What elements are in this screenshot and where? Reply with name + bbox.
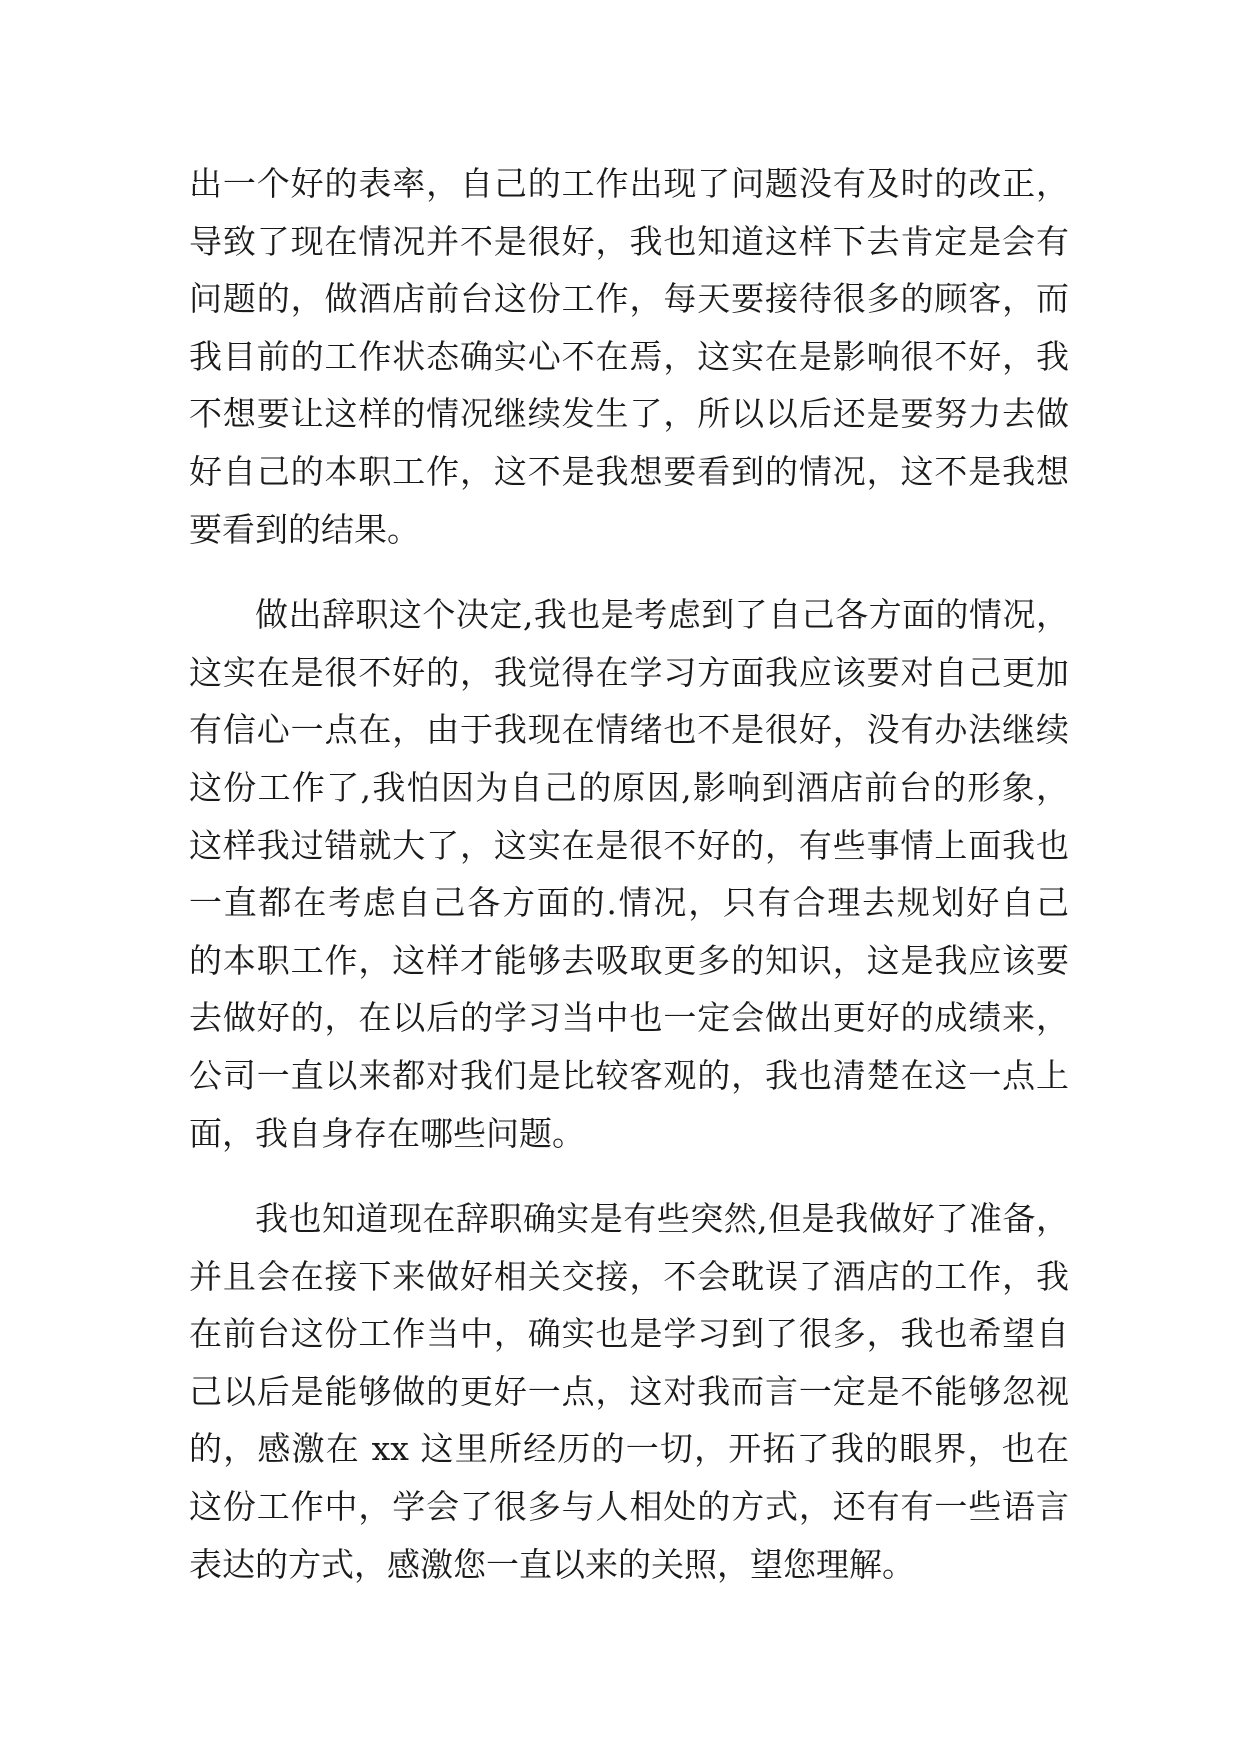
paragraph-spacing — [189, 558, 1069, 586]
text-line: 这份工作中，学会了很多与人相处的方式，还有有一些语言 — [189, 1487, 1069, 1527]
text-line: 去做好的，在以后的学习当中也一定会做出更好的成绩来， — [189, 998, 1069, 1038]
text-line: 问题的，做酒店前台这份工作，每天要接待很多的顾客，而 — [189, 279, 1069, 319]
text-line: 要看到的结果。 — [189, 509, 420, 549]
text-line: 的，感激在 xx 这里所经历的一切，开拓了我的眼界，也在 — [189, 1429, 1069, 1469]
text-line: 面，我自身存在哪些问题。 — [189, 1113, 585, 1153]
paragraph-1 — [189, 155, 1069, 558]
text-line: 好自己的本职工作，这不是我想要看到的情况，这不是我想 — [189, 451, 1069, 491]
text-line: 我也知道现在辞职确实是有些突然,但是我做好了准备， — [255, 1199, 1069, 1239]
paragraph-spacing — [189, 1162, 1069, 1190]
text-line: 做出辞职这个决定,我也是考虑到了自己各方面的情况， — [255, 595, 1069, 635]
text-line: 不想要让这样的情况继续发生了，所以以后还是要努力去做 — [189, 394, 1069, 434]
text-line: 表达的方式，感激您一直以来的关照，望您理解。 — [189, 1544, 915, 1584]
text-line: 出一个好的表率，自己的工作出现了问题没有及时的改正， — [189, 164, 1069, 203]
text-line: 这实在是很不好的，我觉得在学习方面我应该要对自己更加 — [189, 652, 1069, 692]
text-line: 的本职工作，这样才能够去吸取更多的知识，这是我应该要 — [189, 940, 1069, 980]
text-line: 在前台这份工作当中，确实也是学习到了很多，我也希望自 — [189, 1314, 1069, 1354]
document-body — [189, 155, 1069, 1593]
text-line: 这份工作了,我怕因为自己的原因,影响到酒店前台的形象， — [189, 767, 1069, 807]
text-line: 己以后是能够做的更好一点，这对我而言一定是不能够忽视 — [189, 1371, 1069, 1411]
text-line: 这样我过错就大了，这实在是很不好的，有些事情上面我也 — [189, 825, 1069, 865]
text-line: 有信心一点在，由于我现在情绪也不是很好，没有办法继续 — [189, 710, 1069, 750]
text-line: 公司一直以来都对我们是比较客观的，我也清楚在这一点上 — [189, 1055, 1069, 1095]
text-line: 导致了现在情况并不是很好，我也知道这样下去肯定是会有 — [189, 221, 1069, 261]
text-line: 我目前的工作状态确实心不在焉，这实在是影响很不好，我 — [189, 336, 1069, 376]
paragraph-2 — [189, 586, 1069, 1162]
paragraph-3 — [189, 1190, 1069, 1593]
text-line: 并且会在接下来做好相关交接，不会耽误了酒店的工作，我 — [189, 1256, 1069, 1296]
text-line: 一直都在考虑自己各方面的.情况，只有合理去规划好自己 — [189, 883, 1069, 923]
